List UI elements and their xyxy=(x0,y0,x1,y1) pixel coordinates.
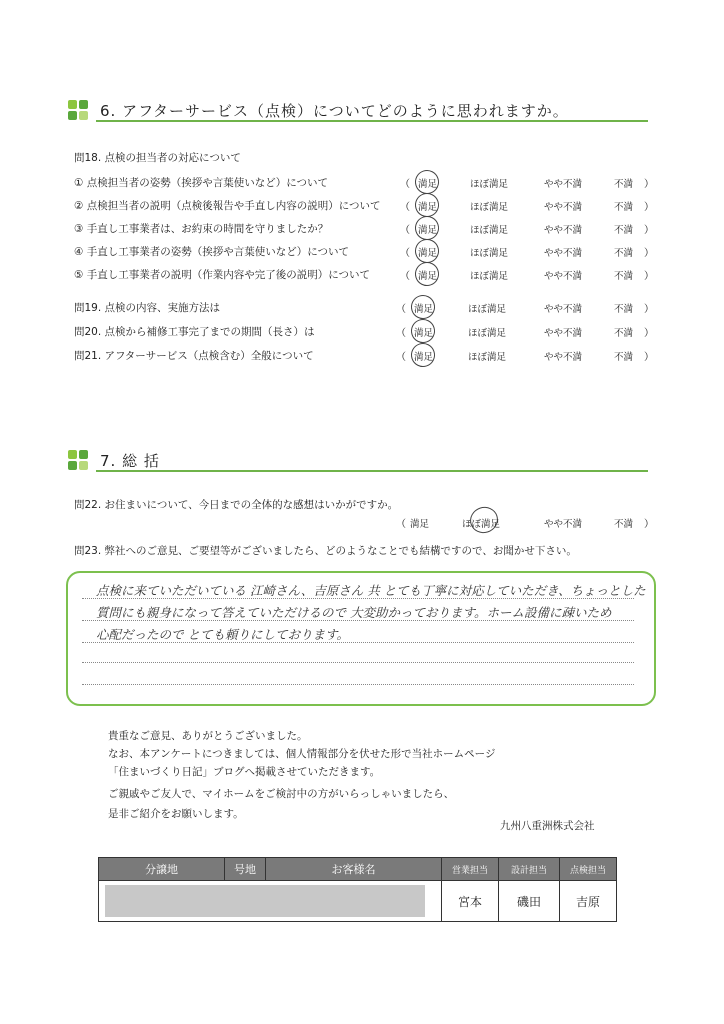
rating-option[interactable]: 不満 xyxy=(614,519,634,530)
rating-option[interactable]: ほぼ満足 xyxy=(470,225,509,236)
paren-close: ） xyxy=(644,271,654,282)
paren-open: （ xyxy=(400,248,410,259)
paren-open: （ xyxy=(396,328,406,339)
rating-option[interactable]: 満足 xyxy=(414,352,434,363)
header-customer-name: お客様名 xyxy=(266,858,442,881)
rating-option[interactable]: 満足 xyxy=(410,519,430,530)
paren-open: （ xyxy=(396,352,406,363)
rating-option[interactable]: 満足 xyxy=(418,202,438,213)
handwritten-comment-line: 心配だったので とても頼りにしております。 xyxy=(96,627,349,642)
section-7-rule xyxy=(96,470,648,472)
paren-open: （ xyxy=(396,304,406,315)
rating-option[interactable]: やや不満 xyxy=(544,202,583,213)
company-name: 九州八重洲株式会社 xyxy=(500,820,595,832)
handwritten-comment-line: 質問にも親身になって答えていただけるので 大変助かっております。ホーム設備に疎いため xyxy=(96,605,612,620)
paren-close: ） xyxy=(644,248,654,259)
closing-line: 貴重なご意見、ありがとうございました。 xyxy=(108,730,308,742)
rating-option[interactable]: 満足 xyxy=(418,179,438,190)
q19-title: 問19. 点検の内容、実施方法は xyxy=(74,302,221,314)
rating-option[interactable]: 不満 xyxy=(614,248,634,259)
section-6-title: 6. アフターサービス（点検）についてどのように思われますか。 xyxy=(100,102,569,120)
rating-option[interactable]: 不満 xyxy=(614,225,634,236)
q18-item-1: ① 点検担当者の姿勢（挨拶や言葉使いなど）について xyxy=(74,177,329,189)
redacted-cell xyxy=(99,881,442,922)
rating-option[interactable]: やや不満 xyxy=(544,179,583,190)
rating-option[interactable]: 満足 xyxy=(418,248,438,259)
rating-option[interactable]: 満足 xyxy=(414,328,434,339)
paren-close: ） xyxy=(644,225,654,236)
paren-close: ） xyxy=(644,202,654,213)
rating-option[interactable]: 不満 xyxy=(614,271,634,282)
q18-item-3: ③ 手直し工事業者は、お約束の時間を守りましたか？ xyxy=(74,223,329,235)
staff-table xyxy=(98,857,617,922)
selected-circle-mark xyxy=(467,503,502,536)
rating-option[interactable]: 満足 xyxy=(414,304,434,315)
rating-option[interactable]: ほぼ満足 xyxy=(470,202,509,213)
q20-title: 問20. 点検から補修工事完了までの期間（長さ）は xyxy=(74,326,315,338)
rating-option[interactable]: ほぼ満足 xyxy=(470,179,509,190)
comment-line xyxy=(82,662,634,663)
rating-option[interactable]: やや不満 xyxy=(544,271,583,282)
comment-line xyxy=(82,684,634,685)
paren-close: ） xyxy=(644,304,654,315)
paren-open: （ xyxy=(400,179,410,190)
rating-option[interactable]: ほぼ満足 xyxy=(468,352,507,363)
section-7-title: 7. 総 括 xyxy=(100,452,160,470)
inspection-staff: 吉原 xyxy=(560,881,617,922)
q23-title: 問23. 弊社へのご意見、ご要望等がございましたら、どのようなことでも結構ですので、お聞かせ下さい。 xyxy=(74,545,577,557)
selected-circle-mark xyxy=(412,259,442,289)
rating-option[interactable]: やや不満 xyxy=(544,248,583,259)
section-logo-icon xyxy=(68,450,88,470)
section-6-rule xyxy=(96,120,648,122)
rating-option[interactable]: やや不満 xyxy=(544,352,583,363)
section-logo-icon xyxy=(68,100,88,120)
paren-open: （ xyxy=(400,271,410,282)
paren-open: （ xyxy=(400,202,410,213)
q22-title: 問22. お住まいについて、今日までの全体的な感想はいかがですか。 xyxy=(74,499,399,511)
paren-close: ） xyxy=(644,519,654,530)
paren-close: ） xyxy=(644,179,654,190)
header-lot-number: 号地 xyxy=(225,858,266,881)
closing-line: ご親戚やご友人で、マイホームをご検討中の方がいらっしゃいましたら、 xyxy=(108,788,455,800)
header-design: 設計担当 xyxy=(499,858,560,881)
closing-line: 是非ご紹介をお願いします。 xyxy=(108,808,244,820)
rating-option[interactable]: ほぼ満足 xyxy=(468,328,507,339)
rating-option[interactable]: ほぼ満足 xyxy=(468,304,507,315)
rating-option[interactable]: ほぼ満足 xyxy=(470,271,509,282)
rating-option[interactable]: 不満 xyxy=(614,352,634,363)
rating-option[interactable]: ほぼ満足 xyxy=(470,248,509,259)
rating-option[interactable]: 不満 xyxy=(614,179,634,190)
closing-line: なお、本アンケートにつきましては、個人情報部分を伏せた形で当社ホームページ xyxy=(108,748,496,760)
rating-option[interactable]: 不満 xyxy=(614,328,634,339)
rating-option[interactable]: やや不満 xyxy=(544,519,583,530)
rating-option[interactable]: やや不満 xyxy=(544,304,583,315)
q18-item-5: ⑤ 手直し工事業者の説明（作業内容や完了後の説明）について xyxy=(74,269,371,281)
rating-option[interactable]: 不満 xyxy=(614,304,634,315)
header-sales: 営業担当 xyxy=(442,858,499,881)
q18-item-4: ④ 手直し工事業者の姿勢（挨拶や言葉使いなど）について xyxy=(74,246,350,258)
handwritten-comment-line: 点検に来ていただいている 江崎さん、吉原さん 共 とても丁寧に対応していただき、ちょっとした xyxy=(96,583,646,598)
rating-option[interactable]: 満足 xyxy=(418,271,438,282)
rating-option[interactable]: 満足 xyxy=(418,225,438,236)
design-staff: 磯田 xyxy=(499,881,560,922)
redaction-block xyxy=(105,885,425,917)
q18-title: 問18. 点検の担当者の対応について xyxy=(74,152,241,164)
selected-circle-mark xyxy=(408,340,438,370)
sales-staff: 宮本 xyxy=(442,881,499,922)
selected-circle-mark xyxy=(408,316,438,346)
q18-item-2: ② 点検担当者の説明（点検後報告や手直し内容の説明）について xyxy=(74,200,381,212)
rating-option[interactable]: やや不満 xyxy=(544,328,583,339)
rating-option[interactable]: ほぼ満足 xyxy=(462,519,501,530)
rating-option[interactable]: やや不満 xyxy=(544,225,583,236)
paren-close: ） xyxy=(644,352,654,363)
paren-open: （ xyxy=(400,225,410,236)
header-inspection: 点検担当 xyxy=(560,858,617,881)
rating-option[interactable]: 不満 xyxy=(614,202,634,213)
paren-open: （ xyxy=(396,519,406,530)
header-lot: 分譲地 xyxy=(99,858,225,881)
q21-title: 問21. アフターサービス（点検含む）全般について xyxy=(74,350,314,362)
selected-circle-mark xyxy=(408,292,438,322)
paren-close: ） xyxy=(644,328,654,339)
closing-line: 「住まいづくり日記」ブログへ掲載させていただきます。 xyxy=(108,766,381,778)
